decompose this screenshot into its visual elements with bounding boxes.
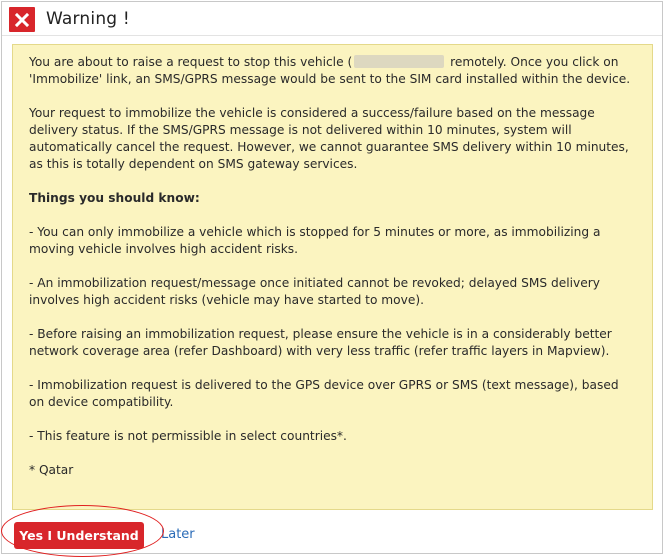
notice-item: - Before raising an immobilization request, please ensure the vehicle is in a considerably better network coverage area (refer Dashboard) with very less traffic (refer traffic layers in Mapview).: [29, 327, 612, 358]
delivery-paragraph: Your request to immobilize the vehicle is considered a success/failure based on the message delivery status. If the SMS/GPRS message is not delivered within 10 minutes, system will automatically cancel the request. However, we cannot guarantee SMS delivery within 10 minutes, as this is totally dependent on SMS gateway services.: [29, 106, 629, 171]
intro-paragraph: [29, 54, 636, 88]
dialog-footer: [2, 514, 662, 554]
warning-dialog: [1, 1, 663, 554]
dialog-titlebar: [2, 2, 662, 36]
later-link[interactable]: Later: [161, 527, 195, 542]
notice-item: - This feature is not permissible in select countries*.: [29, 429, 347, 443]
intro-text-start: You are about to raise a request to stop this vehicle (: [29, 55, 353, 69]
notice-item: - You can only immobilize a vehicle which is stopped for 5 minutes or more, as immobilizing a moving vehicle involves high accident risks.: [29, 225, 601, 256]
yes-i-understand-button[interactable]: Yes I Understand: [14, 522, 144, 549]
things-to-know-heading: Things you should know:: [29, 191, 200, 205]
warning-notice: [12, 44, 653, 510]
notice-item: - An immobilization request/message once initiated cannot be revoked; delayed SMS delivery involves high accident risks (vehicle may have started to move).: [29, 276, 600, 307]
intro-text-end: remotely. Once you click on 'Immobilize' link, an SMS/GPRS message would be sent to the SIM card installed within the device.: [29, 55, 631, 86]
dialog-title: Warning !: [46, 9, 130, 29]
redacted-vehicle-id: [354, 55, 444, 68]
close-button[interactable]: [9, 7, 35, 32]
notice-item: - Immobilization request is delivered to the GPS device over GPRS or SMS (text message), based on device compatibility.: [29, 378, 619, 409]
close-x-icon: [15, 13, 29, 27]
footnote: * Qatar: [29, 463, 74, 477]
